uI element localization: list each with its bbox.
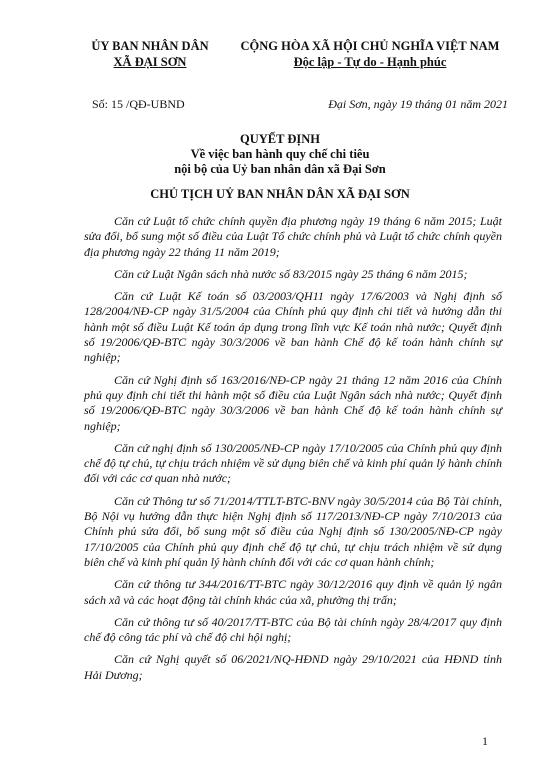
legal-basis-paragraph: Căn cứ Luật Ngân sách nhà nước số 83/2015 ngày 25 tháng 6 năm 2015; [114, 266, 468, 281]
legal-basis-paragraph: Căn cứ Luật tổ chức chính quyền địa phương ngày 19 tháng 6 năm 2015; Luật sửa đổi, bổ sung một số điều của Luật Tổ chức chính phủ và Luật tổ chức chính quyền địa phương ngày 22 tháng 11 năm 2019; [84, 214, 502, 259]
legal-basis-paragraph: Căn cứ thông tư số 40/2017/TT-BTC của Bộ tài chính ngày 28/4/2017 quy định chế độ công tác phí và chế độ chi hội nghị; [84, 614, 502, 645]
issue-date: Đại Sơn, ngày 19 tháng 01 năm 2021 [328, 97, 508, 111]
country-name: CỘNG HÒA XÃ HỘI CHỦ NGHĨA VIỆT NAM [240, 39, 500, 53]
title-subject-line1: Về việc ban hành quy chế chi tiêu [190, 147, 370, 161]
motto: Độc lập - Tự do - Hạnh phúc [293, 55, 447, 69]
agency-name: ỦY BAN NHÂN DÂN [91, 39, 209, 53]
national-motto-header [235, 38, 505, 70]
document-title [60, 132, 500, 177]
legal-basis-section [84, 214, 502, 690]
legal-basis-paragraph: Căn cứ Thông tư số 71/2014/TTLT-BTC-BNV ngày 30/5/2014 của Bộ Tài chính, Bộ Nội vụ hướng dẫn thực hiện Nghị định số 117/2013/NĐ-CP ngày 7/10/2013 của Chính phủ sửa đổi, bổ sung một số điều của Nghị định số 130/2005/NĐ-CP ngày 17/10/2005 của Chính phủ quy định chế độ tự chủ, tự chịu trách nhiệm về sử dụng biên chế và kinh phí quản lý hành chính đối với các cơ quan hành chính; [84, 493, 502, 569]
document-number: Số: 15 /QĐ-UBND [92, 97, 185, 111]
legal-basis-paragraph: Căn cứ Luật Kế toán số 03/2003/QH11 ngày 17/6/2003 và Nghị định số 128/2004/NĐ-CP ngày 31/5/2004 của Chính phủ quy định chi tiết và hướng dẫn thi hành một số điều Luật Kế toán áp dụng trong lĩnh vực Kế toán nhà nước; Quyết định số 19/2006/QĐ-BTC ngày 30/3/2006 về ban hành Chế độ kế toán hành chính sự nghiệp; [84, 289, 502, 365]
title-subject-line2: nội bộ của Uỷ ban nhân dân xã Đại Sơn [174, 162, 386, 176]
legal-basis-paragraph: Căn cứ Nghị định số 163/2016/NĐ-CP ngày 21 tháng 12 năm 2016 của Chính phủ quy định chi tiết thi hành một số điều của Luật Ngân sách nhà nước; Quyết định số 19/2006/QĐ-BTC ngày 30/3/2006 về ban hành Chế độ kế toán hành chính sự nghiệp; [84, 372, 502, 433]
legal-basis-paragraph: Căn cứ thông tư 344/2016/TT-BTC ngày 30/12/2016 quy định về quản lý ngân sách xã và các hoạt động tài chính khác của xã, phường thị trấn; [84, 577, 502, 607]
commune-name: XÃ ĐẠI SƠN [113, 55, 187, 69]
legal-basis-paragraph: Căn cứ nghị định số 130/2005/NĐ-CP ngày 17/10/2005 của Chính phủ quy định chế độ tự chủ, tự chịu trách nhiệm về sử dụng biên chế và kinh phí quản lý hành chính đối với các cơ quan nhà nước; [84, 440, 502, 486]
legal-basis-paragraph: Căn cứ Nghị quyết số 06/2021/NQ-HĐND ngày 29/10/2021 của HĐND tỉnh Hải Dương; [84, 652, 502, 682]
issuing-authority: CHỦ TỊCH UỶ BAN NHÂN DÂN XÃ ĐẠI SƠN [150, 187, 410, 201]
page-number: 1 [482, 734, 488, 748]
title-type: QUYẾT ĐỊNH [240, 132, 320, 146]
issuing-agency-header [60, 38, 240, 70]
